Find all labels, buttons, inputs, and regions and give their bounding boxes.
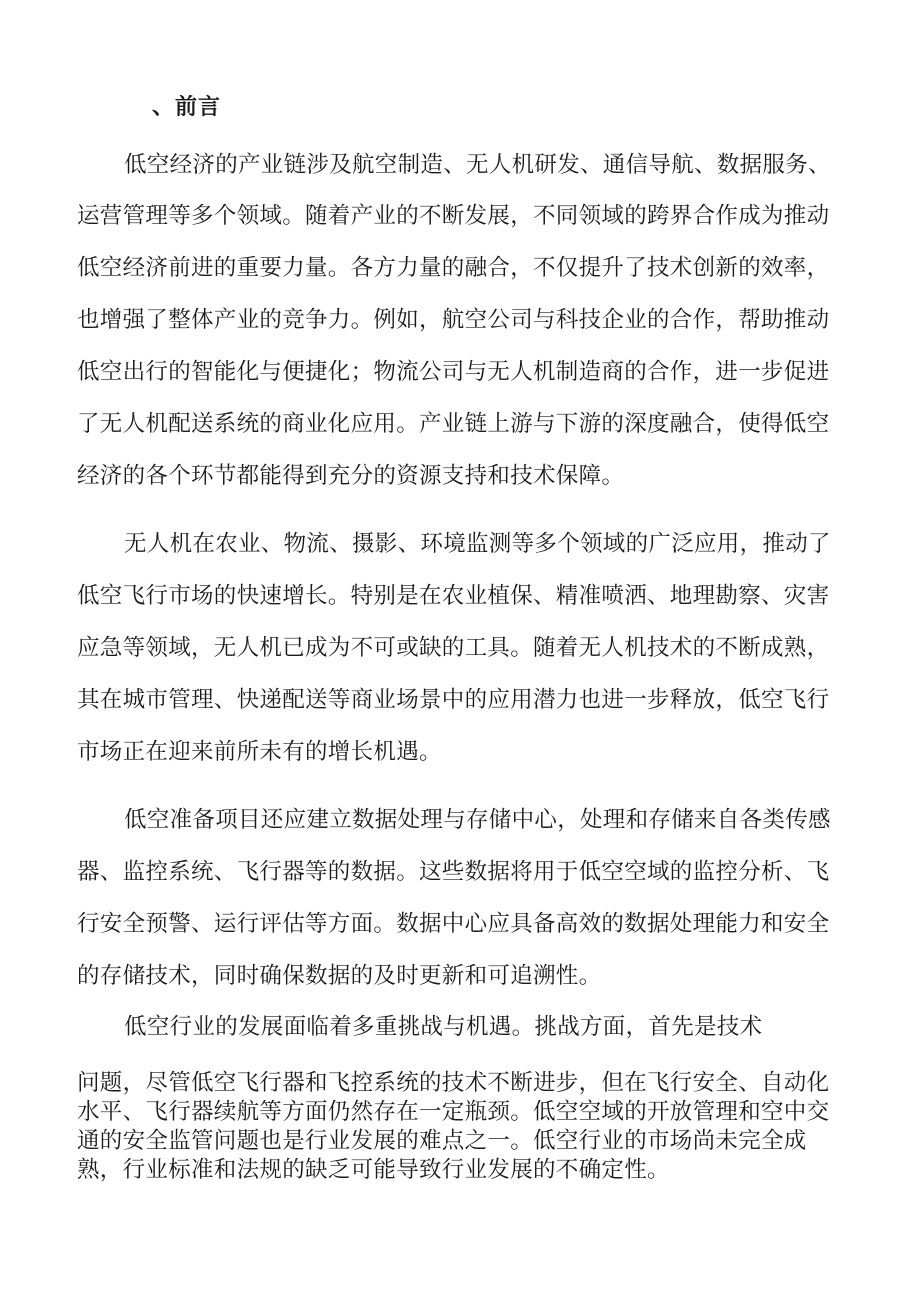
paragraph-1-line-5: 低空出行的智能化与便捷化；物流公司与无人机制造商的合作，进一步促进 bbox=[77, 359, 830, 385]
paragraph-4-line-1: 低空行业的发展面临着多重挑战与机遇。挑战方面，首先是技术 bbox=[124, 1014, 763, 1040]
paragraph-1-line-2: 运营管理等多个领域。随着产业的不断发展，不同领域的跨界合作成为推动 bbox=[77, 203, 830, 229]
section-heading: 、前言 bbox=[152, 94, 222, 120]
paragraph-1-line-3: 低空经济前进的重要力量。各方力量的融合，不仅提升了技术创新的效率， bbox=[77, 255, 830, 281]
paragraph-4-line-3: 水平、飞行器续航等方面仍然存在一定瓶颈。低空空域的开放管理和空中交 bbox=[77, 1099, 830, 1125]
paragraph-3-line-2: 器、监控系统、飞行器等的数据。这些数据将用于低空空域的监控分析、飞 bbox=[77, 859, 830, 885]
paragraph-3-line-1: 低空准备项目还应建立数据处理与存储中心，处理和存储来自各类传感 bbox=[124, 807, 831, 833]
paragraph-1-line-4: 也增强了整体产业的竞争力。例如，航空公司与科技企业的合作，帮助推动 bbox=[77, 307, 830, 333]
paragraph-1-line-7: 经济的各个环节都能得到充分的资源支持和技术保障。 bbox=[77, 463, 625, 489]
paragraph-1-line-1: 低空经济的产业链涉及航空制造、无人机研发、通信导航、数据服务、 bbox=[124, 152, 831, 178]
paragraph-2-line-1: 无人机在农业、物流、摄影、环境监测等多个领域的广泛应用，推动了 bbox=[124, 531, 831, 557]
paragraph-3-line-4: 的存储技术，同时确保数据的及时更新和可追溯性。 bbox=[77, 963, 602, 989]
paragraph-2-line-2: 低空飞行市场的快速增长。特别是在农业植保、精准喷洒、地理勘察、灾害 bbox=[77, 583, 830, 609]
paragraph-2-line-4: 其在城市管理、快递配送等商业场景中的应用潜力也进一步释放，低空飞行 bbox=[77, 687, 830, 713]
paragraph-4-line-5: 熟，行业标准和法规的缺乏可能导致行业发展的不确定性。 bbox=[77, 1157, 670, 1183]
paragraph-2-line-5: 市场正在迎来前所未有的增长机遇。 bbox=[77, 739, 442, 765]
paragraph-1-line-6: 了无人机配送系统的商业化应用。产业链上游与下游的深度融合，使得低空 bbox=[77, 411, 830, 437]
paragraph-3-line-3: 行安全预警、运行评估等方面。数据中心应具备高效的数据处理能力和安全 bbox=[77, 911, 830, 937]
paragraph-2-line-3: 应急等领域，无人机已成为不可或缺的工具。随着无人机技术的不断成熟， bbox=[77, 635, 830, 661]
paragraph-4-line-2: 问题，尽管低空飞行器和飞控系统的技术不断进步，但在飞行安全、自动化 bbox=[77, 1070, 830, 1096]
paragraph-4-line-4: 通的安全监管问题也是行业发展的难点之一。低空行业的市场尚未完全成 bbox=[77, 1128, 807, 1154]
